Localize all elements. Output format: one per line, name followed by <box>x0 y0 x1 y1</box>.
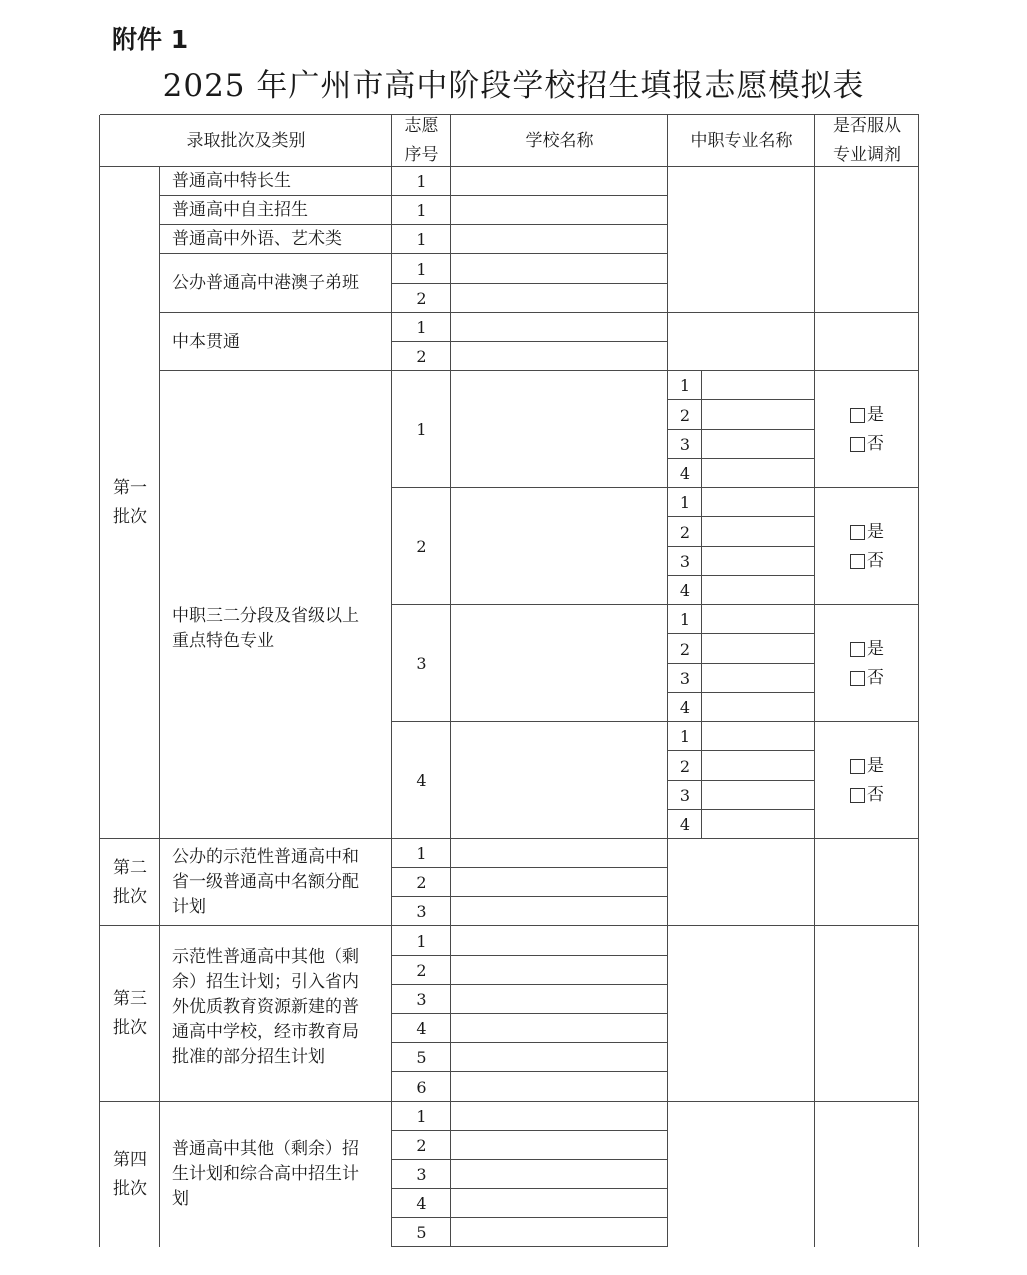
choice-number-text: 1 <box>416 931 427 951</box>
major-number-text: 1 <box>679 727 691 746</box>
choice-number <box>392 722 451 839</box>
option-label-no: 否 <box>867 433 884 454</box>
choice-number <box>392 196 451 225</box>
choice-number-text: 2 <box>416 961 427 980</box>
choice-number <box>392 839 451 868</box>
choice-number-text: 1 <box>416 201 427 220</box>
batch-2-label <box>100 839 160 926</box>
choice-number-text: 2 <box>416 1136 427 1155</box>
choice-number-text: 2 <box>416 289 427 308</box>
category-text: 普通高中自主招生 <box>172 200 308 220</box>
choice-number <box>392 605 451 722</box>
category-text: 计划 <box>172 897 206 917</box>
choice-number <box>392 1072 451 1102</box>
choice-number-text: 1 <box>416 844 427 863</box>
major-number <box>668 371 702 400</box>
major-number <box>668 547 702 576</box>
batch-label-text: 批次 <box>113 507 147 527</box>
major-number-text: 3 <box>679 786 691 805</box>
category-text-block <box>172 604 359 654</box>
choice-number <box>392 342 451 371</box>
option-label-no: 否 <box>867 550 884 571</box>
category-text: 普通高中外语、艺术类 <box>172 229 342 249</box>
major-number <box>668 517 702 547</box>
choice-number-text: 1 <box>416 230 427 249</box>
header-seq-text: 序号 <box>404 145 439 165</box>
header-school-text: 学校名称 <box>525 131 594 151</box>
category-independent-recruitment <box>160 196 392 225</box>
header-category-text: 录取批次及类别 <box>186 131 306 151</box>
major-number-text: 2 <box>679 522 691 542</box>
major-number <box>668 634 702 664</box>
batch-label-text: 第四 <box>113 1149 147 1170</box>
major-number-text: 4 <box>679 581 691 600</box>
choice-number-text: 3 <box>416 990 427 1009</box>
header-category <box>100 115 392 167</box>
adjust-option-yes[interactable] <box>850 635 884 664</box>
batch-label-text: 批次 <box>113 1018 147 1038</box>
option-label-yes: 是 <box>867 638 884 659</box>
major-number-text: 3 <box>679 435 691 454</box>
batch-label-text: 批次 <box>113 1178 147 1199</box>
major-number-text: 2 <box>679 639 691 659</box>
choice-number <box>392 985 451 1014</box>
choice-number <box>392 926 451 956</box>
batch-3-label <box>100 926 160 1102</box>
adjust-choice-2 <box>815 488 919 605</box>
choice-number-text: 1 <box>416 259 427 279</box>
major-number-text: 1 <box>679 376 691 395</box>
choice-number-text: 5 <box>416 1048 427 1067</box>
choice-number <box>392 371 451 488</box>
category-general-high-school-remaining <box>160 1102 392 1247</box>
adjust-choice-4 <box>815 722 919 839</box>
category-text: 公办普通高中港澳子弟班 <box>172 273 359 293</box>
choice-number <box>392 254 451 284</box>
header-major <box>668 115 815 167</box>
major-number <box>668 576 702 605</box>
checkbox-yes[interactable] <box>850 525 865 540</box>
checkbox-yes[interactable] <box>850 759 865 774</box>
header-seq <box>392 115 451 167</box>
category-vocational-3-2 <box>160 371 392 839</box>
checkbox-no[interactable] <box>850 437 865 452</box>
choice-number <box>392 1160 451 1189</box>
adjust-option-yes[interactable] <box>850 518 884 547</box>
choice-number-text: 1 <box>416 172 427 191</box>
major-number <box>668 459 702 488</box>
option-label-yes: 是 <box>867 521 884 542</box>
batch-1-label <box>100 167 160 839</box>
major-number <box>668 810 702 839</box>
batch-label-text: 第一 <box>113 478 147 498</box>
choice-number-text: 2 <box>416 537 427 556</box>
category-text-block <box>172 845 359 920</box>
choice-number <box>392 1102 451 1131</box>
checkbox-yes[interactable] <box>850 408 865 423</box>
option-label-no: 否 <box>867 784 884 805</box>
header-adjust-text: 专业调剂 <box>833 145 901 165</box>
choice-number <box>392 1014 451 1043</box>
category-quota-allocation <box>160 839 392 926</box>
major-number-text: 3 <box>679 669 691 688</box>
checkbox-no[interactable] <box>850 671 865 686</box>
batch-4-label <box>100 1102 160 1247</box>
choice-number <box>392 956 451 985</box>
batch-label-text: 第三 <box>113 989 147 1009</box>
choice-number-text: 4 <box>416 1194 427 1213</box>
choice-number <box>392 225 451 254</box>
category-text: 示范性普通高中其他（剩 <box>172 946 359 967</box>
choice-number-text: 3 <box>416 1165 427 1184</box>
category-hk-macao-class <box>160 254 392 313</box>
header-adjust-text: 是否服从 <box>833 116 901 136</box>
major-number <box>668 664 702 693</box>
category-text: 普通高中其他（剩余）招 <box>172 1139 359 1159</box>
adjust-option-yes[interactable] <box>850 401 884 430</box>
major-number-text: 4 <box>679 815 691 834</box>
choice-number-text: 2 <box>416 873 427 892</box>
choice-number-text: 4 <box>416 1019 427 1038</box>
form-title: 2025 年广州市高中阶段学校招生填报志愿模拟表 <box>162 68 865 104</box>
major-number-text: 4 <box>679 698 691 717</box>
choice-number-text: 1 <box>416 318 427 337</box>
adjust-option-no[interactable] <box>850 781 884 810</box>
choice-number-text: 3 <box>416 902 427 921</box>
choice-number <box>392 897 451 926</box>
choice-number-text: 1 <box>416 1107 427 1126</box>
choice-number <box>392 1131 451 1160</box>
option-label-no: 否 <box>867 667 884 688</box>
category-language-arts <box>160 225 392 254</box>
category-text: 中本贯通 <box>172 331 240 352</box>
category-text-block <box>172 945 359 1070</box>
option-label-yes: 是 <box>867 755 884 776</box>
checkbox-yes[interactable] <box>850 642 865 657</box>
choice-number <box>392 1218 451 1247</box>
attachment-label: 附件 1 <box>112 25 189 54</box>
checkbox-no[interactable] <box>850 554 865 569</box>
category-text: 余）招生计划；引入省内 <box>172 971 359 992</box>
adjust-option-no[interactable] <box>850 547 884 576</box>
category-model-high-school-remaining <box>160 926 392 1102</box>
choice-number <box>392 868 451 897</box>
category-text: 批准的部分招生计划 <box>172 1046 325 1067</box>
category-text-block <box>172 1137 359 1212</box>
adjust-option-yes[interactable] <box>850 752 884 781</box>
major-number-text: 2 <box>679 756 691 776</box>
major-number-text: 4 <box>679 464 691 483</box>
major-number <box>668 400 702 430</box>
header-seq-text: 志愿 <box>404 116 439 136</box>
category-text: 外优质教育资源新建的普 <box>172 996 359 1017</box>
major-number-text: 1 <box>679 610 691 629</box>
adjust-choice-3 <box>815 605 919 722</box>
choice-number-text: 3 <box>416 654 427 673</box>
choice-number <box>392 313 451 342</box>
major-number <box>668 693 702 722</box>
category-text: 普通高中特长生 <box>172 171 291 191</box>
choice-number <box>392 1189 451 1218</box>
choice-number <box>392 167 451 196</box>
major-number-text: 2 <box>679 405 691 425</box>
major-number <box>668 488 702 517</box>
batch-label-text: 批次 <box>113 886 147 907</box>
batch-label-text: 第二 <box>113 857 147 878</box>
major-number <box>668 722 702 751</box>
choice-number-text: 5 <box>416 1223 427 1242</box>
category-secondary-undergrad <box>160 313 392 371</box>
choice-number <box>392 488 451 605</box>
choice-number-text: 6 <box>416 1077 427 1097</box>
adjust-choice-1 <box>815 371 919 488</box>
category-text: 中职三二分段及省级以上 <box>172 606 359 626</box>
major-number <box>668 430 702 459</box>
header-school <box>451 115 668 167</box>
category-text: 生计划和综合高中招生计 <box>172 1164 359 1184</box>
category-text: 省一级普通高中名额分配 <box>172 872 359 892</box>
checkbox-no[interactable] <box>850 788 865 803</box>
header-major-text: 中职专业名称 <box>690 131 793 151</box>
header-adjust <box>815 115 919 167</box>
major-number <box>668 751 702 781</box>
major-number-text: 1 <box>679 493 691 512</box>
category-text: 重点特色专业 <box>172 631 274 651</box>
option-label-yes: 是 <box>867 404 884 425</box>
adjust-option-no[interactable] <box>850 664 884 693</box>
choice-number-text: 4 <box>416 771 427 790</box>
category-text: 通高中学校，经市教育局 <box>172 1021 359 1042</box>
adjust-option-no[interactable] <box>850 430 884 459</box>
category-text: 公办的示范性普通高中和 <box>172 847 359 867</box>
choice-number-text: 2 <box>416 347 427 366</box>
major-number <box>668 781 702 810</box>
major-number <box>668 605 702 634</box>
choice-number <box>392 1043 451 1072</box>
major-number-text: 3 <box>679 552 691 571</box>
choice-number <box>392 284 451 313</box>
category-text: 划 <box>172 1189 189 1209</box>
category-sports-arts-special <box>160 167 392 196</box>
choice-number-text: 1 <box>416 420 427 439</box>
